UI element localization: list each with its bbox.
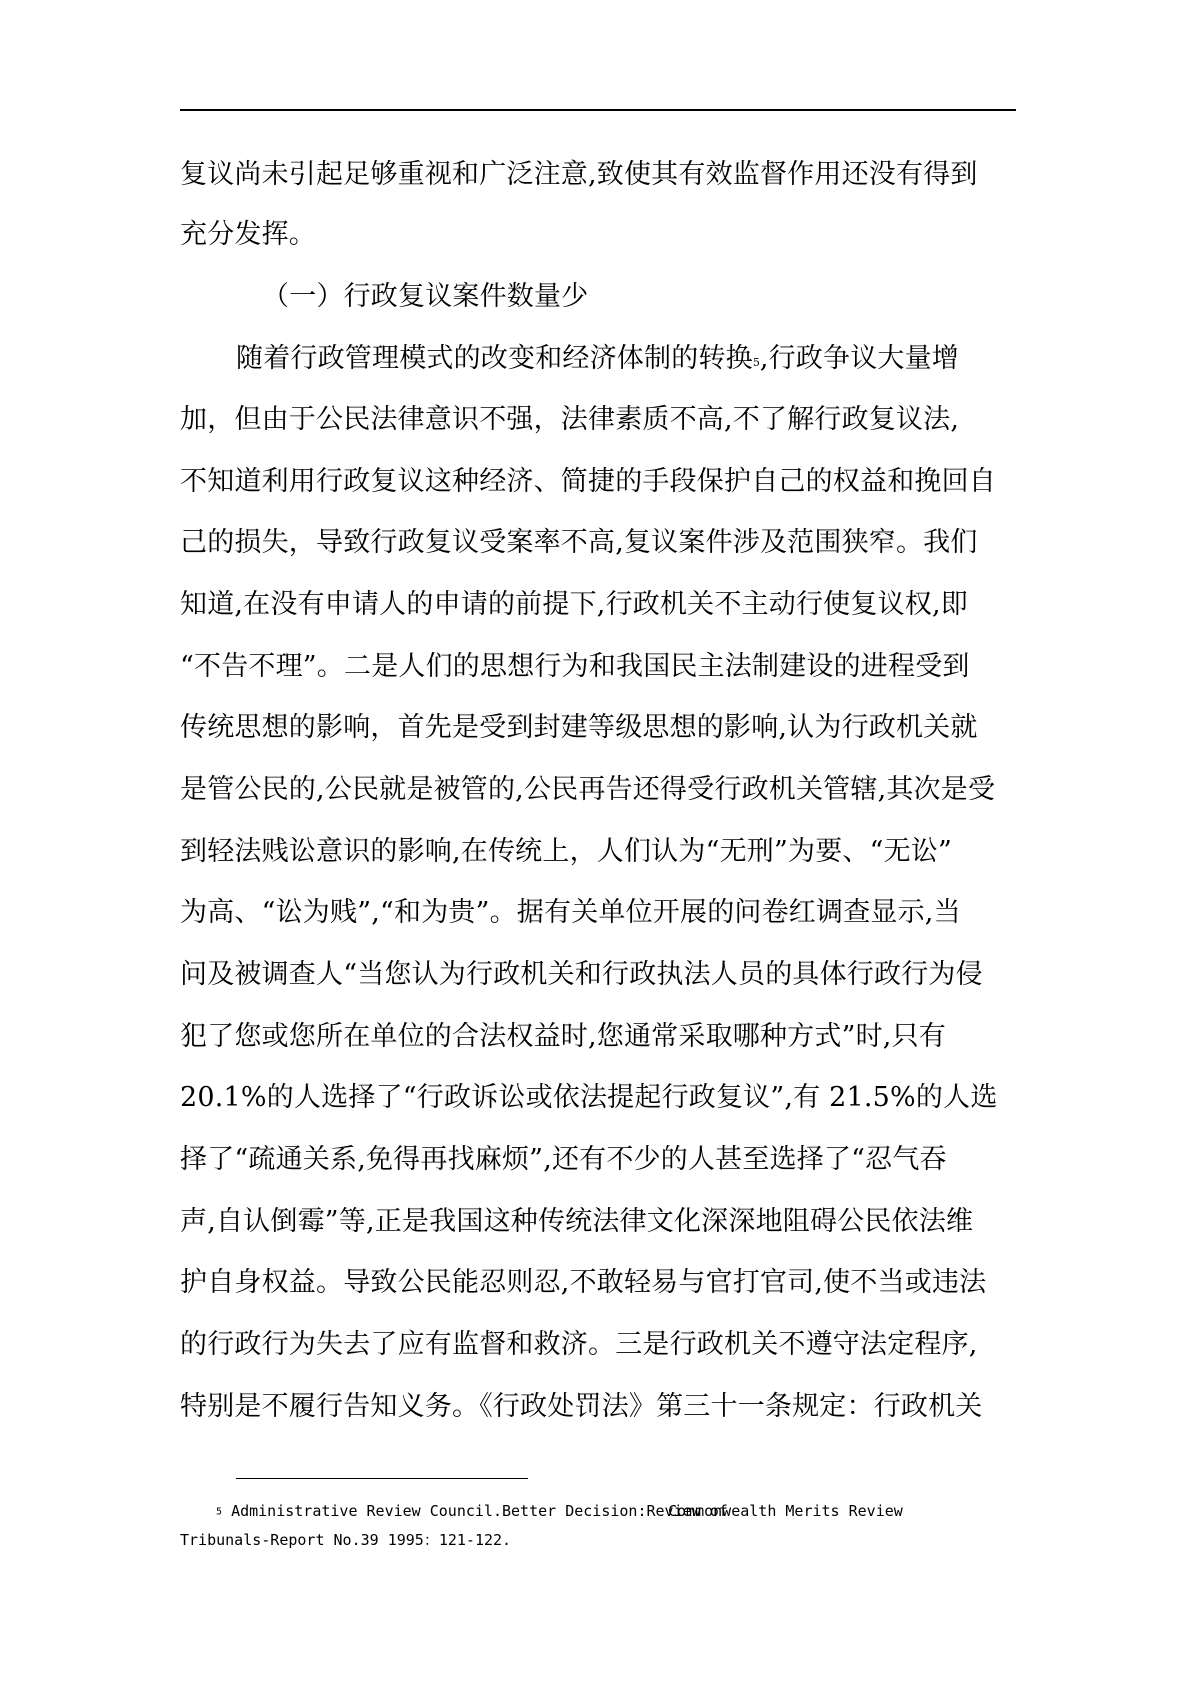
body-line: 传统思想的影响，首先是受到封建等级思想的影响,认为行政机关就 — [180, 712, 978, 743]
body-line: 为高、“讼为贱”,“和为贵”。据有关单位开展的问卷红调查显示,当 — [180, 897, 961, 928]
body-line: 复议尚未引起足够重视和广泛注意,致使其有效监督作用还没有得到 — [180, 159, 978, 190]
paragraph-first-line — [236, 343, 959, 379]
body-line: 是管公民的,公民就是被管的,公民再告还得受行政机关管辖,其次是受 — [180, 774, 996, 805]
body-line: 20.1%的人选择了“行政诉讼或依法提起行政复议”,有 21.5%的人选 — [180, 1082, 998, 1113]
body-line: 犯了您或您所在单位的合法权益时,您通常采取哪种方式”时,只有 — [180, 1021, 946, 1052]
footnote-overlap-text: Commonwealth Merits Review — [668, 1502, 903, 1520]
section-heading: （一）行政复议案件数量少 — [262, 281, 589, 312]
body-text: 随着行政管理模式的改变和经济体制的转换 — [236, 343, 753, 374]
body-line: 特别是不履行告知义务。《行政处罚法》第三十一条规定：行政机关 — [180, 1391, 983, 1422]
footnote-reference: 5 — [752, 355, 760, 369]
body-line: 不知道利用行政复议这种经济、简捷的手段保护自己的权益和挽回自 — [180, 466, 996, 497]
body-line: 己的损失，导致行政复议受案率不高,复议案件涉及范围狭窄。我们 — [180, 527, 978, 558]
body-text: ,行政争议大量增 — [759, 343, 959, 374]
footnote-line — [216, 1502, 728, 1522]
body-line: 声,自认倒霉”等,正是我国这种传统法律文化深深地阻碍公民依法维 — [180, 1206, 974, 1237]
footnote-line: Tribunals-Report No.39 1995：121-122. — [180, 1531, 512, 1549]
body-line: 充分发挥。 — [180, 219, 316, 250]
body-line: 择了“疏通关系,免得再找麻烦”,还有不少的人甚至选择了“忍气吞 — [180, 1144, 947, 1175]
body-line: 知道,在没有申请人的申请的前提下,行政机关不主动行使复议权,即 — [180, 589, 968, 620]
body-line: 护自身权益。导致公民能忍则忍,不敢轻易与官打官司,使不当或违法 — [180, 1267, 987, 1298]
footnote-number: 5 — [216, 1506, 223, 1518]
footnote-separator — [236, 1478, 528, 1479]
header-rule — [180, 109, 1016, 111]
body-line: “不告不理”。二是人们的思想行为和我国民主法制建设的进程受到 — [180, 651, 970, 682]
footnote-text: Administrative Review Council.Better Decision:Review of — [231, 1502, 728, 1520]
body-line: 问及被调查人“当您认为行政机关和行政执法人员的具体行政行为侵 — [180, 959, 983, 990]
body-line: 的行政行为失去了应有监督和救济。三是行政机关不遵守法定程序, — [180, 1329, 978, 1360]
body-line: 到轻法贱讼意识的影响,在传统上，人们认为“无刑”为要、“无讼” — [180, 836, 952, 867]
body-line: 加，但由于公民法律意识不强，法律素质不高,不了解行政复议法, — [180, 404, 960, 435]
